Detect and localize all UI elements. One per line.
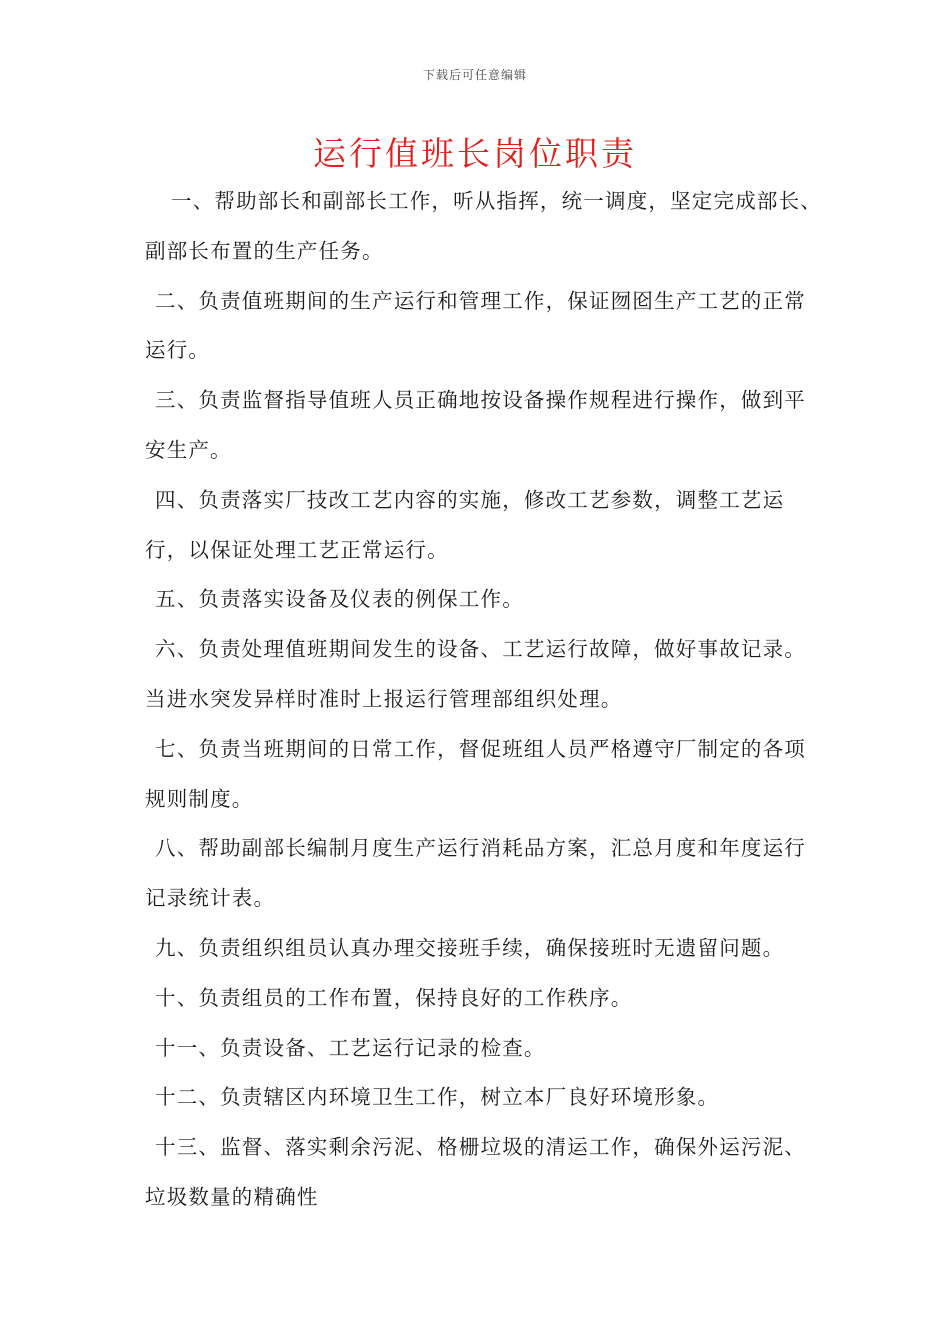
duty-item-3: 三、负责监督指导值班人员正确地按设备操作规程进行操作，做到平安生产。 — [145, 388, 806, 462]
duty-item-7: 七、负责当班期间的日常工作，督促班组人员严格遵守厂制定的各项规则制度。 — [145, 736, 806, 811]
document-title: 运行值班长岗位职责 — [313, 134, 637, 173]
duty-item-12: 十二、负责辖区内环境卫生工作，树立本厂良好环境形象。 — [155, 1085, 720, 1110]
duty-item-13: 十三、监督、落实剩余污泥、格栅垃圾的清运工作，确保外运污泥、垃圾数量的精确性 — [145, 1135, 806, 1209]
document-body — [145, 177, 825, 1223]
duty-item-6: 六、负责处理值班期间发生的设备、工艺运行故障，做好事故记录。当进水突发异样时准时上报运行管理部组织处理。 — [145, 637, 806, 711]
duty-item-11: 十一、负责设备、工艺运行记录的检查。 — [155, 1035, 546, 1060]
duty-item-5: 五、负责落实设备及仪表的例保工作。 — [155, 587, 524, 612]
duty-item-4: 四、负责落实厂技改工艺内容的实施，修改工艺参数，调整工艺运行，以保证处理工艺正常运行。 — [145, 487, 785, 562]
duty-item-10: 十、负责组员的工作布置，保持良好的工作秩序。 — [155, 985, 633, 1010]
header-note: 下载后可任意编辑 — [422, 68, 527, 82]
duty-item-8: 八、帮助副部长编制月度生产运行消耗品方案，汇总月度和年度运行记录统计表。 — [145, 836, 806, 911]
duty-item-9: 九、负责组织组员认真办理交接班手续，确保接班时无遗留问题。 — [155, 935, 785, 960]
duty-item-1: 一、帮助部长和副部长工作，听从指挥，统一调度，坚定完成部长、副部长布置的生产任务。 — [145, 189, 822, 263]
duty-item-2: 二、负责值班期间的生产运行和管理工作，保证囫囵生产工艺的正常运行。 — [145, 288, 806, 363]
